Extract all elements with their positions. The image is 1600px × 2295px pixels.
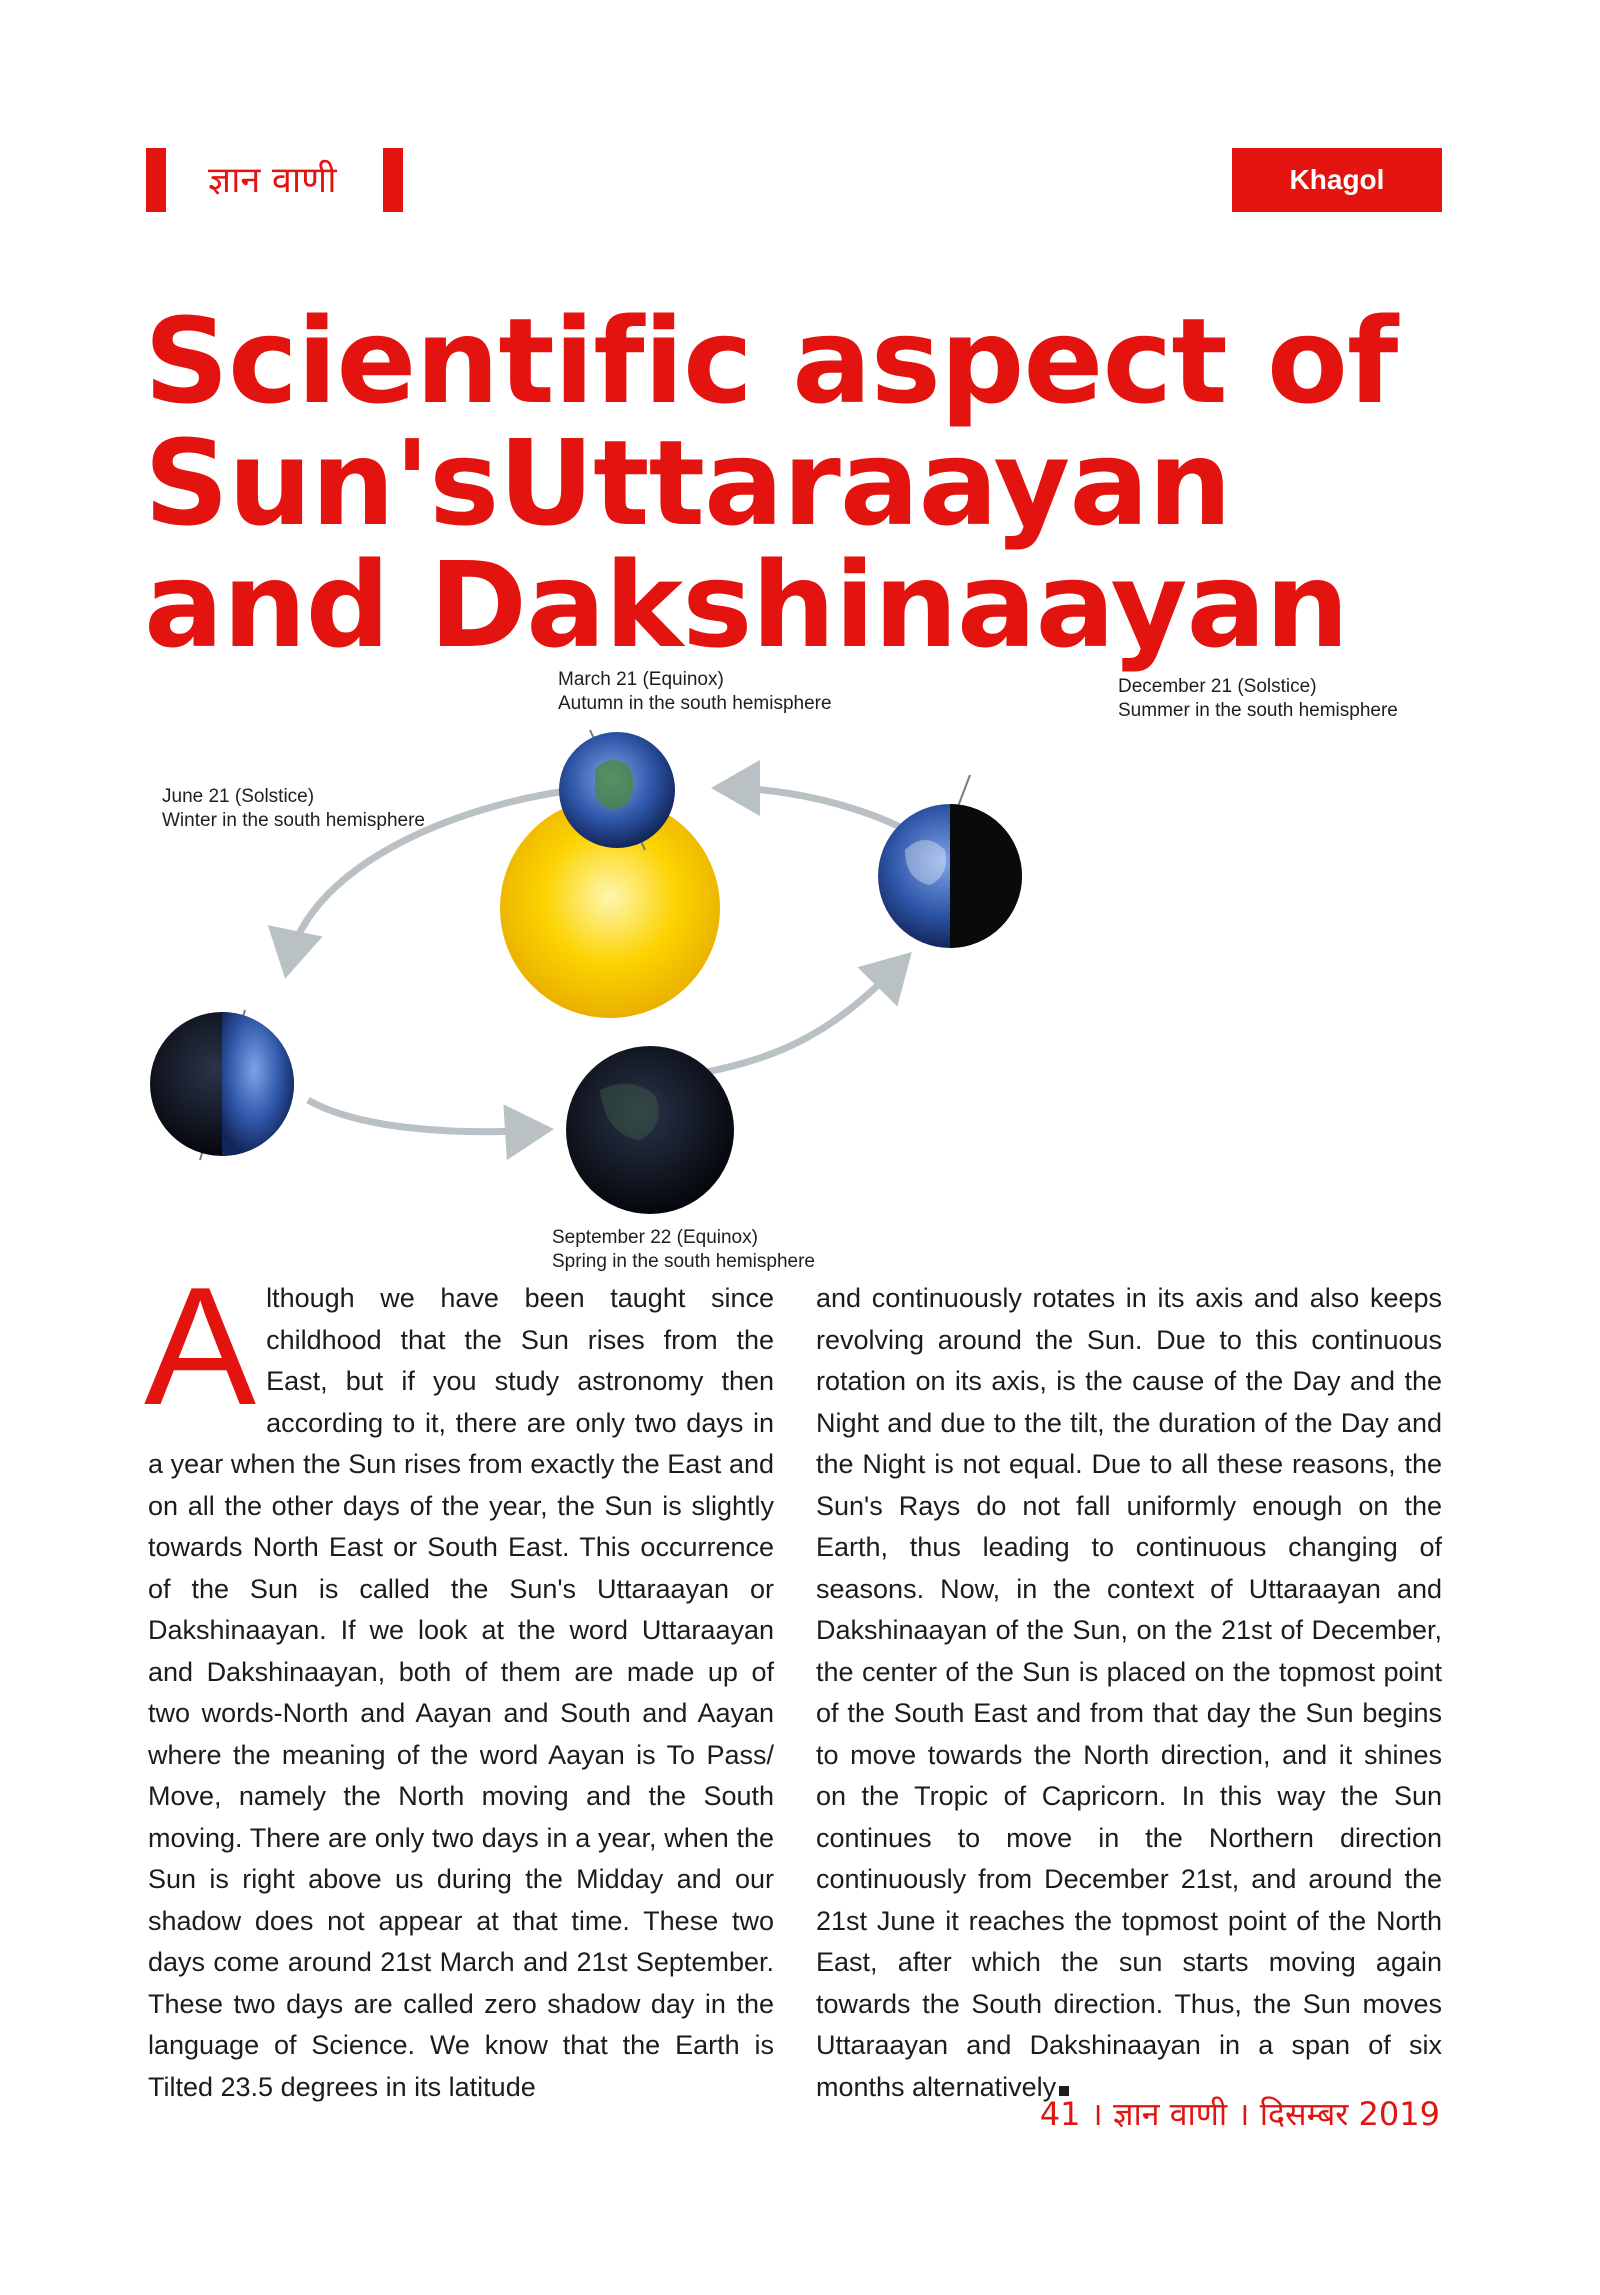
article-column-2 <box>816 1278 1442 2108</box>
article-column-1-text: lthough we have been taught since childhood that the Sun rises from the East, but if you study astronomy then according to it, there are only two days in a year when the Sun rises from exactly the East and on all the other days of the year, the Sun is slightly towards North East or South East. This occurrence of the Sun is called the Sun's Uttaraayan or Dakshinaayan. If we look at the word Uttaraayan and Dakshinaayan, both of them are made up of two words-North and Aayan and South and Aayan where the meaning of the word Aayan is To Pass/ Move, namely the North moving and the South moving. There are only two days in a year, when the Sun is right above us during the Midday and our shadow does not appear at that time. These two days come around 21st March and 21st September. These two days are called zero shadow day in the language of Science. We know that the Earth is Tilted 23.5 degrees in its latitude <box>148 1283 774 2102</box>
masthead-bar-right <box>383 148 403 212</box>
earth-june <box>150 1010 294 1160</box>
section-tag: Khagol <box>1232 148 1442 212</box>
label-june: June 21 (Solstice) Winter in the south hemisphere <box>162 786 425 831</box>
label-december: December 21 (Solstice) Summer in the south hemisphere <box>1118 676 1398 721</box>
footer-separator: । <box>1237 2095 1250 2133</box>
dropcap: A <box>144 1252 257 1440</box>
article-body <box>144 1252 1442 2102</box>
page-number: 41 <box>1039 2095 1081 2133</box>
magazine-name: ज्ञान वाणी <box>208 160 337 201</box>
orbit-diagram <box>140 660 1480 1280</box>
orbit-diagram-graphic <box>140 660 1480 1280</box>
earth-september <box>566 1046 734 1214</box>
article-title: Scientific aspect of Sun'sUttaraayan and Dakshinaayan <box>144 292 1398 674</box>
page-footer <box>1040 2092 1440 2135</box>
earth-december <box>878 775 1022 948</box>
label-march: March 21 (Equinox) Autumn in the south hemisphere <box>558 669 832 714</box>
article-column-1 <box>144 1252 774 2108</box>
footer-issue-date: दिसम्बर 2019 <box>1259 2095 1440 2133</box>
article-column-2-text: and continuously rotates in its axis and also keeps revolving around the Sun. Due to this continuous rotation on its axis, is the cause of the Day and the Night and due to the tilt, the duration of the Day and the Night is not equal. Due to all these reasons, the Sun's Rays do not fall uniformly enough on the Earth, thus leading to continuous changing of seasons. Now, in the context of Uttaraayan and Dakshinaayan of the Sun, on the 21st of December, the center of the Sun is placed on the topmost point of the South East and from that day the Sun begins to move towards the North direction, and it shines on the Tropic of Capricorn. In this way the Sun continues to move in the Northern direction continuously from December 21st, and around the 21st June it reaches the topmost point of the North East, after which the sun starts moving again towards the South direction. Thus, the Sun moves Uttaraayan and Dakshinaayan in a span of six months alternatively <box>816 1283 1442 2102</box>
label-september: September 22 (Equinox) Spring in the south hemisphere <box>552 1227 815 1272</box>
masthead-bar-left <box>146 148 166 212</box>
footer-magazine-name: ज्ञान वाणी <box>1112 2095 1228 2133</box>
footer-separator: । <box>1090 2095 1103 2133</box>
